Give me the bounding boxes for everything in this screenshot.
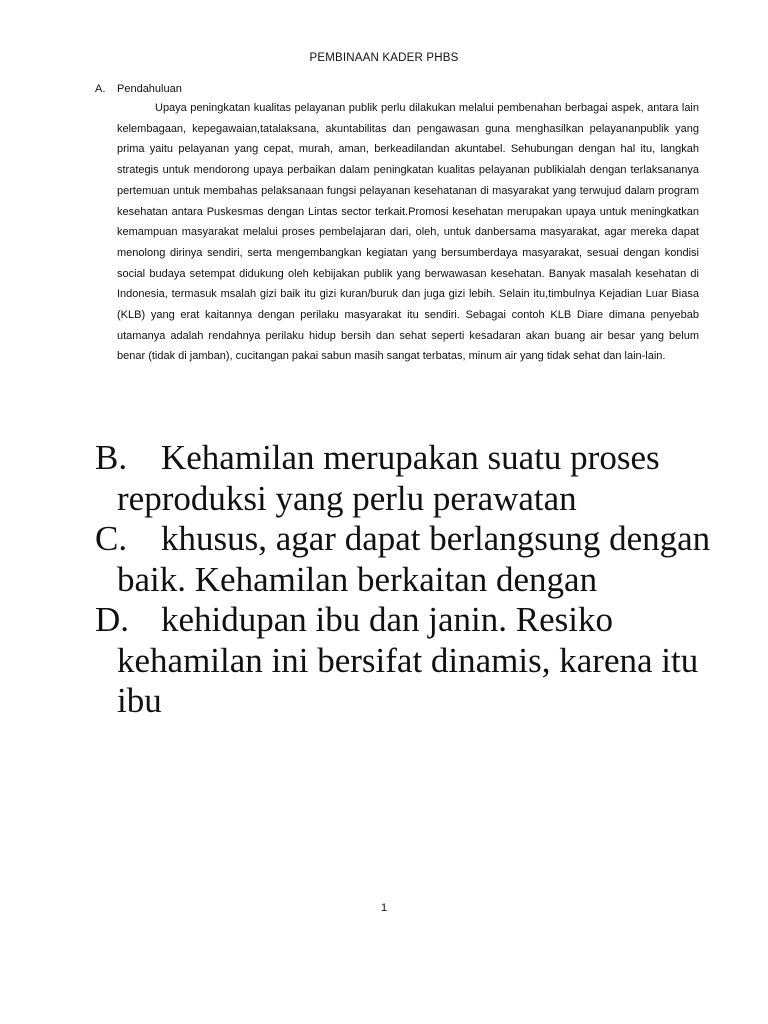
list-item-d-body: kehidupan ibu dan janin. Resiko kehamilan ini bersifat dinamis, karena itu ibu	[117, 600, 699, 720]
list-item-b-marker: B.	[95, 438, 128, 477]
list-item-d-text	[95, 600, 715, 722]
list-item-c	[95, 519, 715, 600]
document-title: PEMBINAAN KADER PHBS	[309, 52, 459, 64]
list-item-b-text	[95, 438, 715, 519]
section-a-paragraph	[117, 98, 699, 367]
list-item-d-marker: D.	[95, 600, 130, 639]
large-text-list	[95, 438, 715, 722]
section-a	[95, 80, 699, 367]
section-a-paragraph-text: Upaya peningkatan kualitas pelayanan publik perlu dilakukan melalui pembenahan berbagai aspek, antara lain kelembagaan, kepegawaian,tatalaksana, akuntabilitas dan pengawasan guna menghasilkan pelayananpublik yang prima yaitu pelayanan yang cepat, murah, aman, berkeadilandan akuntabel. Sehubungan dengan hal itu, langkah strategis untuk mendorong upaya perbaikan dalam peningkatan kualitas pelayanan publikialah dengan terlaksananya pertemuan untuk membahas pelaksanaan fungsi pelayanan kesehatanan di masyarakat yang terwujud dalam program kesehatan antara Puskesmas dengan Lintas sector terkait.Promosi kesehatan merupakan upaya untuk meningkatkan kemampuan masyarakat melalui proses pembelajaran dari, oleh, untuk danbersama masyarakat, agar mereka dapat menolong dirinya sendiri, serta mengembangkan kegiatan yang bersumberdaya masyarakat, sesuai dengan kondisi social budaya setempat didukung oleh kebijakan publik yang berwawasan kesehatan. Banyak masalah kesehatan di Indonesia, termasuk msalah gizi baik itu gizi kuran/buruk dan juga gizi lebih. Selain itu,timbulnya Kejadian Luar Biasa (KLB) yang erat kaitannya dengan perilaku masyarakat itu sendiri. Sebagai contoh KLB Diare dimana penyebab utamanya adalah rendahnya perilaku hidup bersih dan sehat seperti kesadaran akan buang air besar yang belum benar (tidak di jamban), cucitangan pakai sabun masih sangat terbatas, minum air yang tidak sehat dan lain-lain.	[117, 102, 699, 363]
list-item-d	[95, 600, 715, 722]
list-item-b	[95, 438, 715, 519]
list-item-b-body: Kehamilan merupakan suatu proses reproduksi yang perlu perawatan	[117, 438, 660, 518]
page-number: 1	[380, 902, 388, 914]
section-a-title: Pendahuluan	[117, 83, 182, 95]
list-item-c-text	[95, 519, 715, 600]
section-a-heading	[95, 80, 699, 98]
list-item-c-body: khusus, agar dapat berlangsung dengan baik. Kehamilan berkaitan dengan	[117, 519, 711, 599]
section-a-marker: A.	[95, 83, 106, 95]
list-item-c-marker: C.	[95, 519, 128, 558]
